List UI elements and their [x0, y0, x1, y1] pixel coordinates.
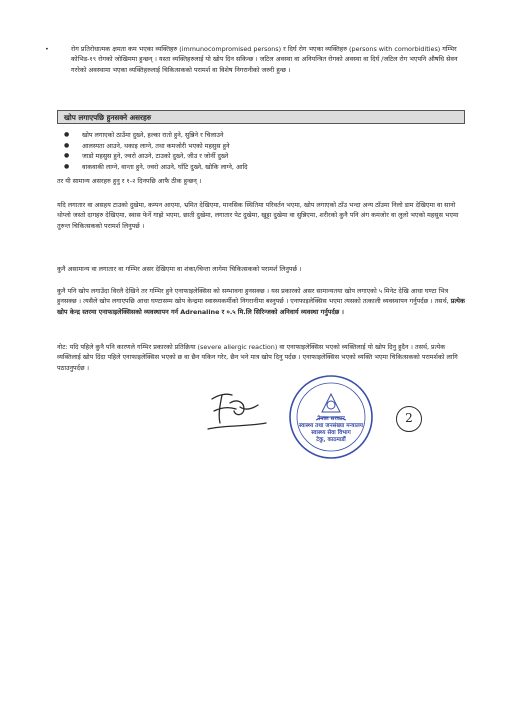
side-effects-footer: तर यी सामान्य असरहरु हुनु र १-२ दिनपछि आफै ठीक हुन्छन् ।	[57, 177, 202, 185]
intro-text: रोग प्रतिरोधात्मक क्षमता कम भएका व्यक्तिहरु (immunocompromised persons) र दिर्घ रोग भएका व्यक्तिहरु (persons with comorbidities) गम्भिर कोभिड-१९ रोगको जोखिममा हुन्छन् । यस्ता व्यक्तिहरुलाई यो खोप दिन सकिन्छ । जटिल अवस्था वा अनियन्त्रित रोगको अवस्था वा दिर्घ /जटिल रोग भएपनि औषधि सेवन गररेको अवस्थामा भएका व्यक्तिहरुलाई चिकित्सकको परामर्श वा विशेष निगरानीको जरुरी हुन्छ ।	[71, 45, 458, 74]
list-item: ● खोप लगाएको ठाउँमा दुख्ने, हल्का रातो हुने, सुन्निने र चिलाउने	[64, 131, 224, 139]
list-item: ● आलस्यता आउने, थकाइ लाग्ने, तथा कमजोरी भएको महसुस हुने	[64, 141, 230, 150]
list-bullet: ●	[64, 131, 70, 138]
anaphylaxis-requirement: प्रत्येक खोप केन्द्र स्तरमा एनाफाइलेक्सिसको व्यवस्थापन गर्न Adrenaline र ०.५ मि.लि सिरिन्जको अनिवार्य व्यवस्था गर्नुपर्दछ ।	[57, 297, 465, 316]
official-stamp	[286, 372, 376, 462]
stamp-line-3: स्वास्थ्य सेवा विभाग	[311, 430, 351, 436]
side-effects-list	[64, 130, 444, 172]
anaphylaxis-text: कुनै पनि खोप लगाउँदा विरलै देखिने तर गम्भिर हुने एनाफाइलेक्सिस को सम्भावना हुनसक्छ । यस प्रकारको असर सामान्यतया खोप लगाएको ५ मिनेट देखि आधा घण्टा भित्र हुनसक्छ । त्यसैले खोप लगाएपछि आधा घण्टासम्म खोप केन्द्रमा स्वास्थ्यकर्मीको निगरानीमा बस्नुपर्छ । एनाफाइलेक्सिस भएमा त्यसको तत्काली व्यवस्थापन गर्नुपर्दछ । तसर्थ,	[57, 287, 449, 306]
section-heading: खोप लगाएपछि हुनसक्ने असरहरु	[57, 110, 465, 124]
intro-bullet-paragraph	[45, 44, 469, 75]
paragraph-note: नोट: यदि पहिले कुनै पनि कारणले गम्भिर प्रकारको प्रतिक्रिया (severe allergic reaction) वा एनाफाइलेक्सिस भएको व्यक्तिलाई यो खोप दिनु हुदैन । तसर्थ, प्रत्येक व्यक्तिलाई खोप दिंदा पहिले एनाफाइलेक्सिस भएको छ वा छैन यकिन गरेर, छैन भने मात्र खोप दिनु पर्दछ । एनाफाइलेक्सिस भएको व्यक्ति भएमा चिकित्सकको परामर्शको लागि पठाउनुपर्दछ ।	[57, 343, 458, 372]
intro-bullet: •	[45, 45, 49, 53]
page-number: 2	[396, 406, 422, 432]
list-item: ● वाकवाकी लाग्ने, वान्ता हुने, ज्वरो आउने, घाँटि दुख्ने, खोकि लाग्ने, आदि	[64, 162, 248, 171]
list-bullet: ●	[64, 141, 70, 149]
paragraph-consult: कुनै असामान्य वा लगातार वा गम्भिर असर देखिएमा वा शंका/चिन्ता लागेमा चिकित्सकको परामर्श लिनुपर्छ ।	[57, 265, 302, 273]
signature-image	[200, 385, 270, 435]
list-bullet: ●	[64, 152, 70, 160]
stamp-line-2: स्वास्थ्य तथा जनसंख्या मन्त्रालय	[299, 423, 363, 429]
stamp-line-1: नेपाल सरकार	[317, 416, 345, 422]
list-bullet: ●	[64, 162, 70, 170]
paragraph-anaphylaxis	[57, 286, 467, 317]
paragraph-warning-signs: यदि लगातार वा असहय टाउको दुखेमा, कम्पन आएमा, भ्रमित देखिएमा, मानसिक स्थितिमा परिवर्तन भएमा, खोप लगाएको ठाँउ भन्दा अन्य ठाँउमा निलो डाम देखिएमा वा सानो थोप्लो जस्तो दागहरु देखिएमा, स्वास फेर्ने गाह्रो भएमा, छाती दुखेमा, लगातार पेट दुखेमा, खुट्टा दुखेमा वा सुन्निएमा, शरीरको कुनै पनि अंग कमजोर वा लुलो भएको महसुस भएमा तुरुन्त चिकित्सकको परामर्श लिनुपर्छ ।	[57, 201, 459, 230]
list-item: ● जाडो महसुस हुने, ज्वरो आउने, टाउको दुख्ने, जीउ र जोर्नी दुख्ने	[64, 152, 229, 161]
stamp-line-4: टेकु, काठमाडौं	[316, 437, 346, 443]
